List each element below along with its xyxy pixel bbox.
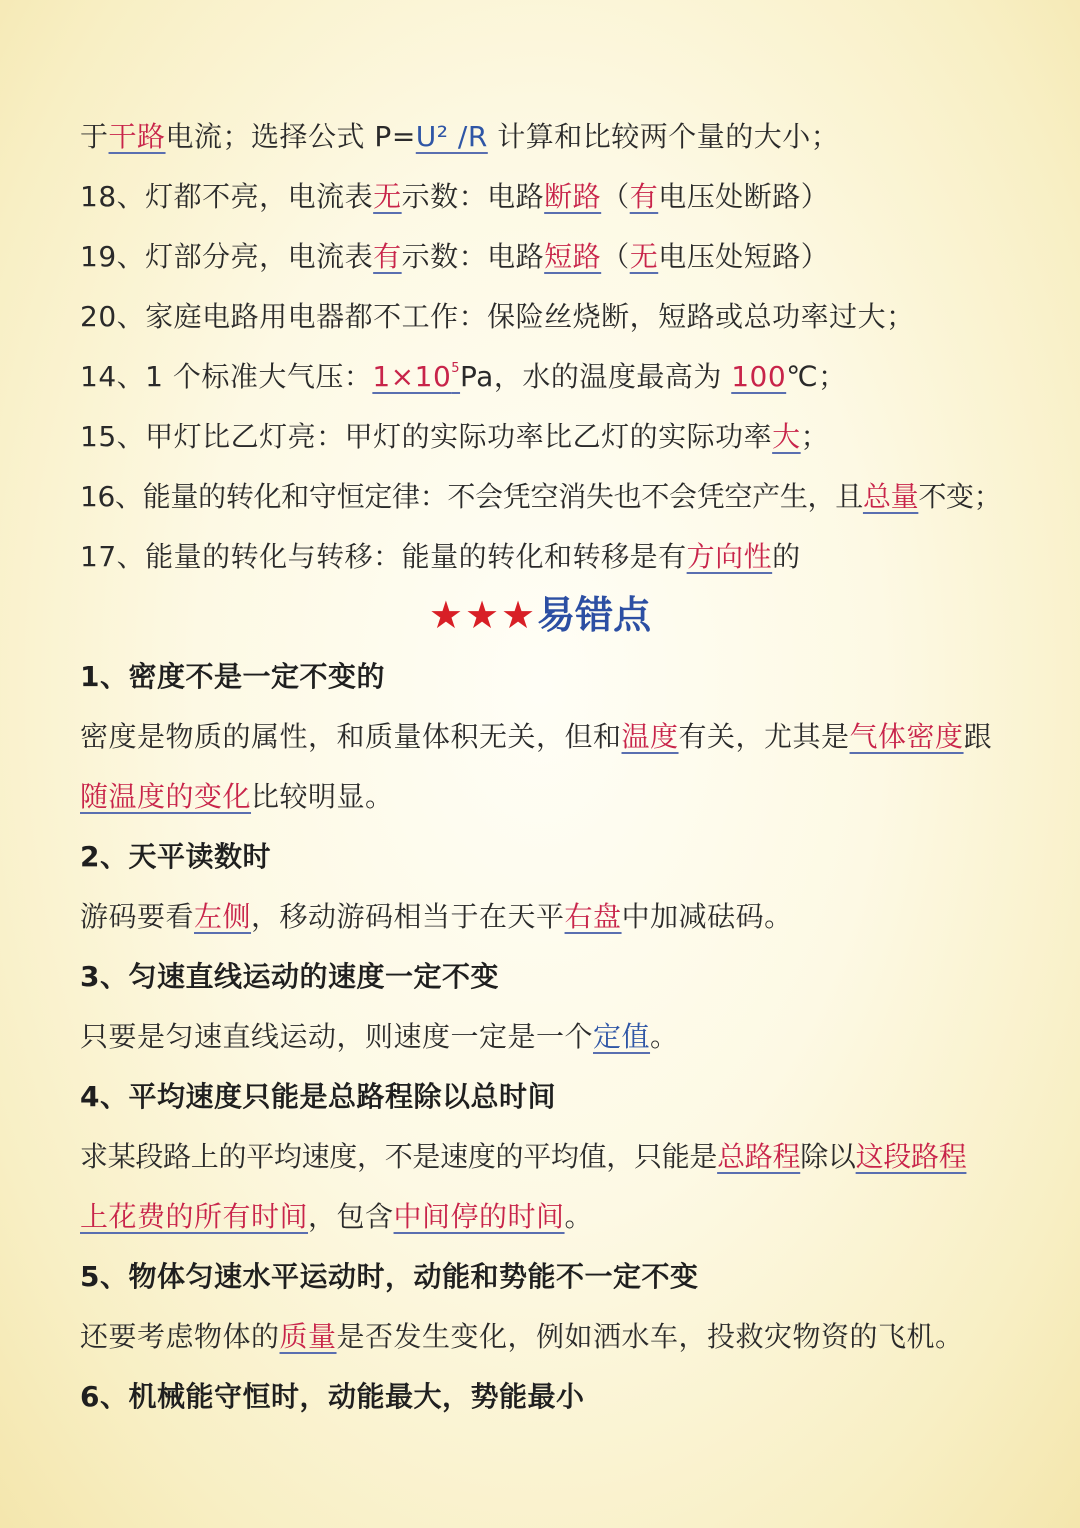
highlight: 这段路程: [855, 1140, 967, 1173]
highlight: 无: [629, 240, 659, 273]
highlight: 总路程: [717, 1140, 801, 1173]
text-line-14: 14、1 个标准大气压：$1\times 10^5Pa$，水的温度最高为 100℃；: [80, 360, 847, 393]
item-heading-1: 1、密度不是一定不变的: [80, 660, 385, 693]
item-heading-5: 5、物体匀速水平运动时，动能和势能不一定不变: [80, 1260, 699, 1293]
highlight: 温度: [621, 720, 679, 753]
item-heading-4: 4、平均速度只能是总路程除以总时间: [80, 1080, 556, 1113]
highlight: 随温度的变化: [80, 780, 252, 813]
highlight: 干路: [108, 120, 166, 153]
text-line-current: 于干路电流；选择公式 P=U² /R 计算和比较两个量的大小；: [80, 120, 840, 153]
text-line-18: 18、灯都不亮，电流表无示数：电路断路（有电压处断路）: [80, 180, 830, 213]
item-body-4: 求某段路上的平均速度，不是速度的平均值，只能是总路程除以这段路程: [80, 1140, 967, 1173]
text-line-19: 19、灯部分亮，电流表有示数：电路短路（无电压处短路）: [80, 240, 830, 273]
highlight: 大: [772, 420, 801, 453]
text-line-15: 15、甲灯比乙灯亮：甲灯的实际功率比乙灯的实际功率大；: [80, 420, 830, 453]
highlight: 方向性: [686, 540, 773, 573]
item-body-5: 还要考虑物体的质量是否发生变化，例如洒水车，投救灾物资的飞机。: [80, 1320, 964, 1353]
highlight: 上花费的所有时间: [80, 1200, 309, 1233]
item-heading-6: 6、机械能守恒时，动能最大，势能最小: [80, 1380, 585, 1413]
highlight: $1\times 10^5$: [372, 360, 461, 393]
highlight: 定值: [593, 1020, 651, 1053]
highlight: 总量: [862, 480, 919, 513]
highlight: 有: [629, 180, 659, 213]
highlight: 断路: [544, 180, 602, 213]
item-body-2: 游码要看左侧，移动游码相当于在天平右盘中加减砝码。: [80, 900, 793, 933]
item-body-1-cont: 随温度的变化比较明显。: [80, 780, 394, 813]
highlight: 中间停的时间: [393, 1200, 565, 1233]
highlight: 右盘: [564, 900, 622, 933]
highlight: 有: [373, 240, 402, 273]
item-heading-2: 2、天平读数时: [80, 840, 271, 873]
highlight: 短路: [544, 240, 602, 273]
text-line-17: 17、能量的转化与转移：能量的转化和转移是有方向性的: [80, 540, 801, 573]
highlight: U² /R: [415, 120, 488, 153]
highlight: 100: [731, 360, 787, 393]
item-body-1: 密度是物质的属性，和质量体积无关，但和温度有关，尤其是气体密度跟: [80, 720, 993, 753]
text-line-16: 16、能量的转化和守恒定律：不会凭空消失也不会凭空产生，且总量不变；: [80, 480, 1002, 513]
highlight: 无: [373, 180, 402, 213]
text-line-20: 20、家庭电路用电器都不工作：保险丝烧断，短路或总功率过大；: [80, 300, 915, 333]
item-heading-3: 3、匀速直线运动的速度一定不变: [80, 960, 499, 993]
star-icon: ★★★: [428, 593, 538, 637]
section-title: ★★★易错点: [428, 593, 652, 637]
item-body-3: 只要是匀速直线运动，则速度一定是一个定值。: [80, 1020, 679, 1053]
highlight: 左侧: [194, 900, 252, 933]
highlight: 气体密度: [849, 720, 964, 753]
highlight: 质量: [279, 1320, 337, 1353]
item-body-4-cont: 上花费的所有时间，包含中间停的时间。: [80, 1200, 594, 1233]
